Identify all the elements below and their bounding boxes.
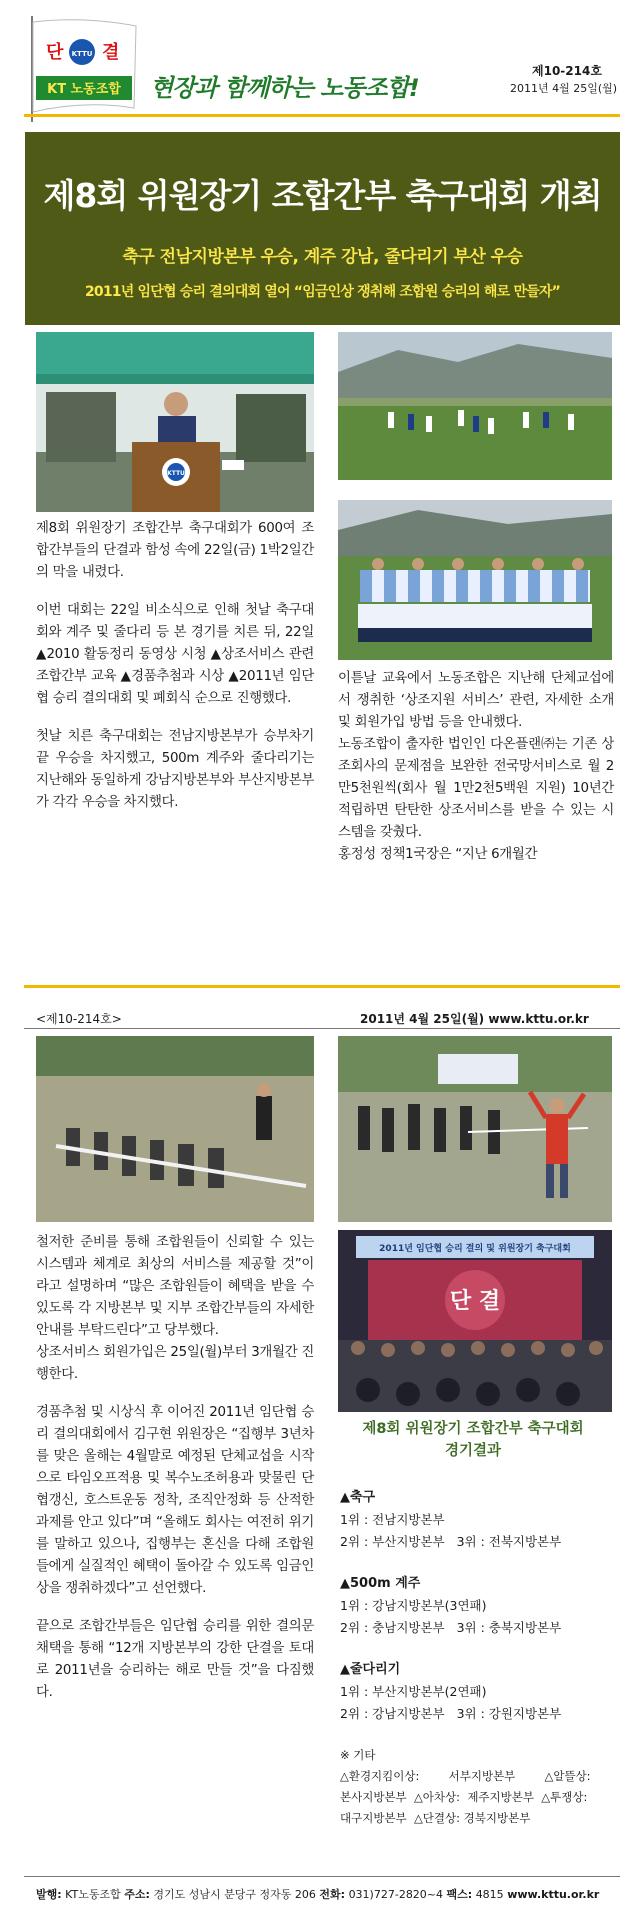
podium-sign-text: KTTU [167, 470, 185, 477]
footer-tel: 031)727-2820~4 [348, 1888, 444, 1901]
page2-issue: <제10-214호> [36, 1012, 122, 1026]
photo-tug-of-war [36, 1036, 314, 1222]
results-tug-third: 3위 : 강원지방본부 [456, 1706, 562, 1721]
header-rule [24, 114, 620, 117]
results-relay-second: 2위 : 충남지방본부 [340, 1620, 445, 1635]
photo-team-group [338, 500, 612, 660]
article-paragraph: 노동조합이 출자한 법인인 다온플랜㈜는 기존 상조회사의 문제점을 보완한 전국망서비스로 월 2만5천원씩(회사 월 1만2천5백원 지원) 10년간 적립하면 탄탄한 상조서비스를 받을 수 있는 시스템을 갖췄다. [338, 737, 614, 840]
flag-text-gyeol: 결 [102, 42, 120, 63]
page2-header-line [24, 1028, 620, 1029]
headline-subtitle-1: 축구 전남지방본부 우승, 계주 강남, 줄다리기 부산 우승 [122, 247, 523, 267]
results-soccer-heading: ▲축구 [340, 1490, 376, 1505]
photo-relay-race [338, 1036, 612, 1222]
union-flag-logo [24, 16, 142, 122]
article-paragraph: 이번 대회는 22일 비소식으로 인해 첫날 축구대회와 계주 및 줄다리 등 본 경기를 치른 뒤, 22일 ▲2010 활동정리 동영상 시청 ▲상조서비스 관련 조합간부 교육 ▲경품추첨과 시상 ▲2011년 임단협 승리 결의대회 및 폐회식 순으로 진행했다. [36, 603, 314, 706]
footer [36, 1886, 599, 1902]
footer-publisher: KT노동조합 [65, 1888, 121, 1901]
results-tug-of-war [340, 1659, 620, 1725]
page2-date-url: 2011년 4월 25일(월) www.kttu.or.kr [360, 1012, 589, 1026]
slogan: 현장과 함께하는 노동조합! [150, 74, 419, 102]
stage-backdrop-text: 단 결 [449, 1289, 501, 1314]
flag-text-bottom: KT 노동조합 [47, 82, 121, 97]
article-paragraph: 철저한 준비를 통해 조합원들이 신뢰할 수 있는 시스템과 체계로 최상의 서비스를 제공할 것”이라고 설명하며 “많은 조합원들이 혜택을 받을 수 있도록 각 지방본부 및 지부 조합간부들의 자세한 안내를 부탁드린다”고 당부했다. [36, 1235, 314, 1338]
footer-fax-label: 팩스: [446, 1888, 473, 1901]
results-misc-line: 본사지방본부 △아차상: 제주지방본부 △투쟁상: [340, 1790, 588, 1804]
stage-banner-text: 2011년 임단협 승리 결의 및 위원장기 축구대회 [379, 1244, 571, 1254]
article-paragraph: 끝으로 조합간부들은 임단협 승리를 위한 결의문 채택을 통해 “12개 지방본부의 강한 단결을 토대로 2011년을 승리하는 해로 만들 것”을 다짐했다. [36, 1619, 314, 1700]
results-title-line-1: 제8회 위원장기 조합간부 축구대회 [362, 1421, 584, 1437]
footer-fax: 4815 [475, 1888, 504, 1901]
results-title [343, 1418, 603, 1462]
results-tug-heading: ▲줄다리기 [340, 1662, 401, 1677]
footer-rule [24, 1876, 620, 1877]
issue-number: 제10-214호 [532, 64, 602, 78]
results-soccer-second: 2위 : 부산지방본부 [340, 1534, 445, 1549]
article-paragraph: 첫날 치른 축구대회는 전남지방본부가 승부차기 끝 우승을 차지했고, 500m 계주와 줄다리기는 지난해와 동일하게 강남지방본부와 부산지방본부가 각각 우승을 차지했다. [36, 729, 314, 810]
results-tug-first: 1위 : 부산지방본부(2연패) [340, 1684, 487, 1699]
headline-subtitle-2: 2011년 임단협 승리 결의대회 열어 “임금인상 쟁취해 조합원 승리의 해로 만들자” [84, 284, 561, 300]
article-right-column-1 [338, 668, 614, 866]
headline-banner [25, 132, 620, 325]
photo-soccer-match [338, 332, 612, 480]
results-misc-line: 대구지방본부 △단결상: 경북지방본부 [340, 1811, 531, 1825]
footer-pub-label: 발행: [36, 1888, 62, 1901]
results-relay-heading: ▲500m 계주 [340, 1576, 421, 1591]
results-misc-heading: ※ 기타 [340, 1748, 376, 1762]
article-paragraph: 상조서비스 회원가입은 25일(월)부터 3개월간 진행한다. [36, 1345, 314, 1382]
footer-url[interactable]: www.kttu.or.kr [507, 1888, 600, 1901]
results-relay-third: 3위 : 충북지방본부 [456, 1620, 562, 1635]
photo-opening-speech [36, 332, 314, 512]
article-paragraph: 제8회 위원장기 조합간부 축구대회가 600여 조합간부들의 단결과 함성 속에 22일(금) 1박2일간의 막을 내렸다. [36, 521, 314, 580]
article-paragraph: 경품추첨 및 시상식 후 이어진 2011년 임단협 승리 결의대회에서 김구현 위원장은 “집행부 3년차를 맞은 올해는 4월말로 예정된 단체교섭을 시작으로 타임오프적용 및 복수노조허용과 맞물린 단협갱신, 호스트운동 정착, 조직안정화 등 산적한 과제를 안고 있다”며 “올해도 회사는 여전히 위기를 말하고 있으나, 집행부는 혼신을 다해 조합원들에게 실질적인 혜택이 돌아갈 수 있도록 임금인상을 쟁취하겠다”고 선언했다. [36, 1405, 314, 1596]
page-divider-rule [24, 985, 620, 988]
results-tug-second: 2위 : 강남지방본부 [340, 1706, 445, 1721]
flag-emblem-text: KTTU [71, 50, 93, 58]
article-left-column-2 [36, 1232, 314, 1720]
results-soccer [340, 1487, 620, 1553]
results-title-line-2: 경기결과 [444, 1443, 502, 1459]
article-paragraph: 이튿날 교육에서 노동조합은 지난해 단체교섭에서 쟁취한 ‘상조지원 서비스’ 관련, 자세한 소개 및 회원가입 방법 등을 안내했다. [338, 671, 614, 730]
results-misc [340, 1745, 622, 1829]
results-relay-first: 1위 : 강남지방본부(3연패) [340, 1598, 487, 1613]
flag-text-dan: 단 [46, 42, 64, 63]
article-left-column-1 [36, 518, 314, 830]
headline-title: 제8회 위원장기 조합간부 축구대회 개최 [43, 176, 602, 215]
footer-address: 경기도 성남시 분당구 정자동 206 [153, 1888, 316, 1901]
photo-resolution-rally [338, 1230, 612, 1412]
results-soccer-first: 1위 : 전남지방본부 [340, 1512, 445, 1527]
article-paragraph: 홍정성 정책1국장은 “지난 6개월간 [338, 847, 538, 862]
results-misc-line: △환경지킴이상: 서부지방본부 △알뜰상: [340, 1769, 591, 1783]
footer-addr-label: 주소: [124, 1888, 150, 1901]
results-relay [340, 1573, 620, 1639]
results-soccer-third: 3위 : 전북지방본부 [456, 1534, 562, 1549]
issue-date: 2011년 4월 25일(월) [510, 82, 618, 95]
footer-tel-label: 전화: [319, 1888, 346, 1901]
